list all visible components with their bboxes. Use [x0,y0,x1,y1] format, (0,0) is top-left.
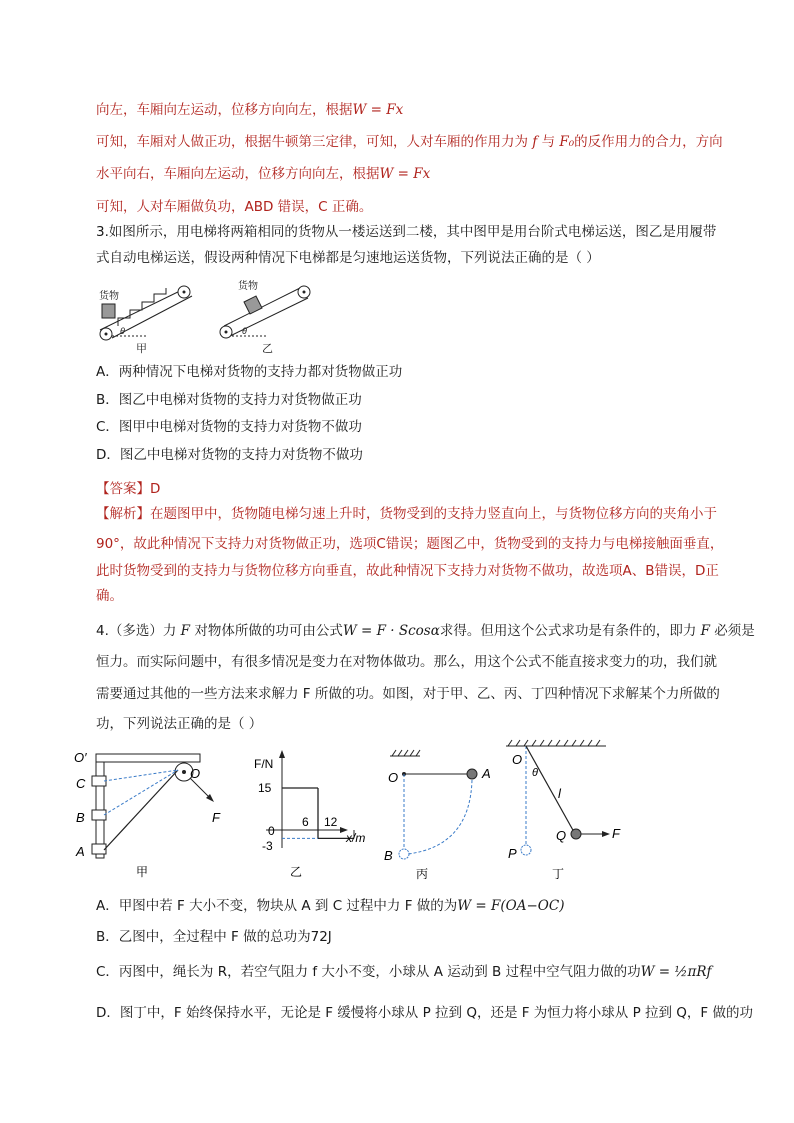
q3-fig-cargo-label-2: 货物 [238,281,258,292]
q3-analysis-4: 确。 [96,588,123,604]
q4-option-a: A．甲图中若 F 大小不变，物块从 A 到 C 过程中力 F 做的为W = F(OA−OC) [96,898,565,914]
yi-tick-6: 6 [302,815,309,829]
q4-stem-2: 恒力。而实际问题中，有很多情况是变力在对物体做功。那么，用这个公式不能直接求变力的功，我们就 [96,654,717,670]
ding-label-Q: Q [556,828,567,843]
q3-answer [96,479,160,499]
prev-line-4: 可知，人对车厢做负功，ABD 错误，C 正确。 [96,199,373,215]
yi-xlabel: x/m [346,831,366,845]
q3-option-b: B．图乙中电梯对货物的支持力对货物做正功 [96,392,362,408]
yi-tick-0: 0 [268,824,275,838]
jia-label-F: F [212,810,220,825]
q4-fig-bing [376,746,508,886]
q3-fig-cargo-label-1: 货物 [99,291,119,302]
q3-stem-2: 式自动电梯运送，假设两种情况下电梯都是匀速地运送货物，下列说法正确的是（ ） [96,250,600,266]
ding-label-P: P [508,846,517,861]
q3-analysis-1: 【解析】在题图甲中，货物随电梯匀速上升时，货物受到的支持力竖直向上，与货物位移方向的夹角小于 [96,506,717,522]
q4-option-c: C．丙图中，绳长为 R，若空气阻力 f 大小不变，小球从 A 运动到 B 过程中空气阻力做的功W = ½πRf [96,964,712,980]
jia-label-A: A [76,844,85,859]
q3-figure [96,276,316,356]
q4-option-d: D．图丁中，F 始终保持水平，无论是 F 缓慢将小球从 P 拉到 Q，还是 F 为恒力将小球从 P 拉到 Q，F 做的功 [96,1005,753,1021]
bing-label-O: O [388,770,399,785]
prev-line-1: 向左，车厢向左运动，位移方向向左，根据W = Fx [96,102,404,118]
q3-fig-yi [220,279,310,355]
jia-label-C: C [76,776,86,791]
ding-label-theta: θ [532,767,538,779]
q3-fig-theta-1: θ [120,326,125,336]
yi-tick-15: 15 [258,781,272,795]
q4-fig-ding [500,738,640,886]
ding-label-F: F [612,826,620,841]
q3-analysis-3: 此时货物受到的支持力与货物位移方向垂直，故此种情况下支持力对货物不做功，故选项A、B错误，D正 [96,563,719,579]
q4-stem-1: 4.（多选）力 F 对物体所做的功可由公式W = F · Scosα求得。但用这个公式求功是有条件的，即力 F 必须是 [96,623,755,639]
yi-ylabel: F/N [254,757,274,771]
bing-caption: 丙 [416,867,429,881]
q3-fig-jia [99,286,192,355]
answer-value: D [150,481,161,497]
q3-option-d: D．图乙中电梯对货物的支持力对货物不做功 [96,447,363,463]
q4-stem-4: 功，下列说法正确的是（ ） [96,716,263,732]
jia-label-B: B [76,810,85,825]
yi-tick-12: 12 [324,815,338,829]
q3-option-c: C．图甲中电梯对货物的支持力对货物不做功 [96,419,362,435]
bing-label-A: A [482,766,491,781]
q4-option-b: B．乙图中，全过程中 F 做的总功为72J [96,929,332,945]
jia-caption: 甲 [136,865,149,879]
q3-fig-theta-2: θ [242,326,247,336]
q3-analysis-2: 90°，故此种情况下支持力对货物做正功，选项C错误；题图乙中，货物受到的支持力与电梯接触面垂直， [96,536,724,552]
q4-stem-3: 需要通过其他的一些方法来求解力 F 所做的功。如图，对于甲、乙、丙、丁四种情况下求解某个力所做的 [96,686,720,702]
q3-option-a: A．两种情况下电梯对货物的支持力都对货物做正功 [96,364,403,380]
yi-caption: 乙 [290,865,303,879]
q4-fig-yi-chart [236,746,372,886]
q4-fig-jia [74,746,234,882]
yi-tick-neg3: -3 [262,839,273,853]
q3-stem-1: 3.如图所示，用电梯将两箱相同的货物从一楼运送到二楼，其中图甲是用台阶式电梯运送，图乙是用履带 [96,224,717,240]
q3-fig-caption-jia: 甲 [136,343,147,355]
prev-line-3: 水平向右，车厢向左运动，位移方向向左，根据W = Fx [96,166,431,182]
prev-line-2: 可知，车厢对人做正功，根据牛顿第三定律，可知，人对车厢的作用力为 f 与 F₀的反作用力的合力，方向 [96,134,723,150]
ding-label-l: l [558,786,561,801]
ding-caption: 丁 [552,867,565,881]
q3-fig-caption-yi: 乙 [262,343,273,355]
bing-label-B: B [384,848,393,863]
answer-tag: 【答案】 [96,481,150,497]
jia-label-O: O [190,766,201,781]
analysis-tag: 【解析】 [96,506,150,522]
ding-label-O: O [512,752,523,767]
jia-label-O1: O′ [74,750,87,765]
